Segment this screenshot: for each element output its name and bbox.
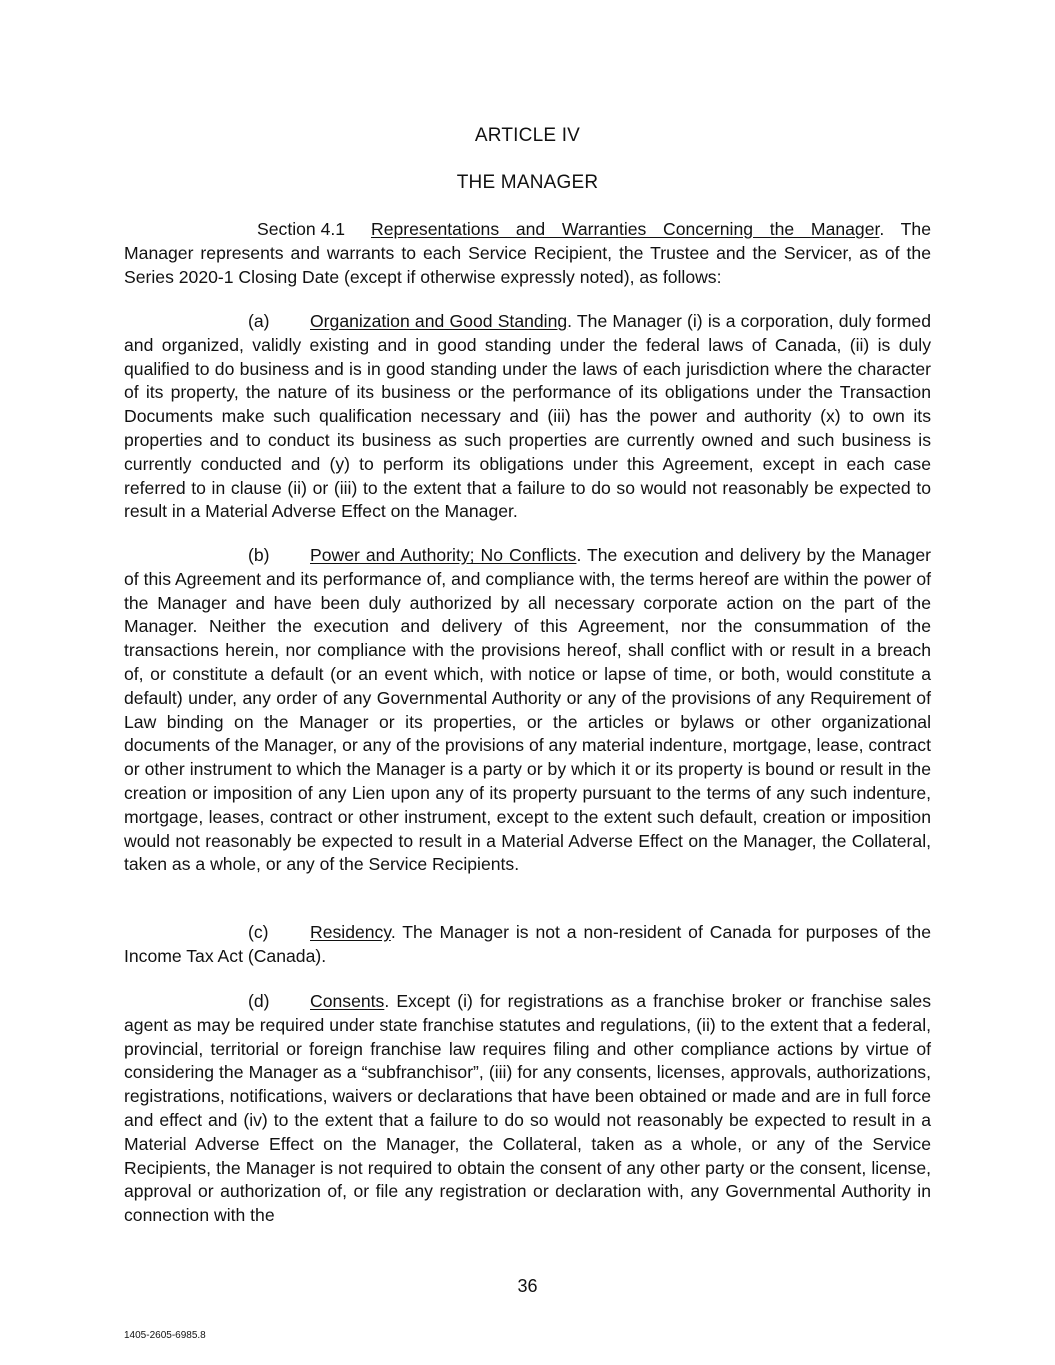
item-label: (c) (248, 922, 269, 942)
item-label: (a) (248, 311, 270, 331)
item-text: . The Manager (i) is a corporation, duly formed and organized, validly existing and in good standing under the federal laws of Canada, (ii) is duly qualified to do business and is in good standing under the laws of each jurisdiction where the character of its property, the nature of its business or the performance of its obligations under the Transaction Documents make such qualification necessary and (iii) has the power and authority (x) to own its properties and to conduct its business as such properties are currently owned and such business is currently conducted and (y) to perform its obligations under this Agreement, except in each case referred to in clause (ii) or (iii) to the extent that a failure to do so would not reasonably be expected to result in a Material Adverse Effect on the Manager. (124, 311, 931, 522)
item-text: . The Manager is not a non-resident of Canada for purposes of the Income Tax Act (Canada). (124, 922, 931, 966)
article-number: ARTICLE IV (474, 125, 581, 146)
document-id: 1405-2605-6985.8 (124, 1330, 206, 1341)
section-title: Representations and Warranties Concerning the Manager (371, 219, 880, 239)
section-number: Section 4.1 (257, 219, 346, 239)
item-title: Organization and Good Standing (310, 311, 568, 331)
page-number: 36 (517, 1276, 538, 1296)
item-title: Residency (310, 922, 391, 942)
item-paragraph (124, 990, 931, 1228)
item-paragraph (124, 921, 931, 969)
item-paragraph (124, 310, 931, 524)
item-text: . The execution and delivery by the Manager of this Agreement and its performance of, and compliance with, the terms hereof are within the power of the Manager and have been duly authorized by all necessary corporate action on the part of the Manager. Neither the execution and delivery of this Agreement, nor the consummation of the transactions herein, nor compliance with the provisions hereof, shall conflict with or result in a breach of, or constitute a default (or an event which, with notice or lapse of time, or both, would constitute a default) under, any order of any Governmental Authority or any of the provisions of any Requirement of Law binding on the Manager or its properties, or the articles or bylaws or other organizational documents of the Manager, or any of the provisions of any material indenture, mortgage, lease, contract or other instrument to which the Manager is a party or by which it or its property is bound or result in the creation or imposition of any Lien upon any of its property pursuant to the terms of any such indenture, mortgage, leases, contract or other instrument, except to the extent such default, creation or imposition would not reasonably be expected to result in a Material Adverse Effect on the Manager, the Collateral, taken as a whole, or any of the Service Recipients. (124, 545, 931, 875)
item-text: . Except (i) for registrations as a franchise broker or franchise sales agent as may be required under state franchise statutes and regulations, (ii) to the extent that a federal, provincial, territorial or foreign franchise law requires filing and other compliance actions by virtue of considering the Manager as a “subfranchisor”, (iii) for any consents, licenses, approvals, authorizations, registrations, notifications, waivers or declarations that have been obtained or made and are in full force and effect and (iv) to the extent that a failure to do so would not reasonably be expected to result in a Material Adverse Effect on the Manager, the Collateral, taken as a whole, or any of the Service Recipients, the Manager is not required to obtain the consent of any other party or the consent, license, approval or authorization of, or file any registration or declaration with, any Governmental Authority in connection with the (124, 991, 931, 1226)
item-paragraph (124, 544, 931, 877)
section-paragraph (124, 218, 931, 289)
item-title: Consents (310, 991, 385, 1011)
item-title: Power and Authority; No Conflicts (310, 545, 577, 565)
item-label: (b) (248, 545, 270, 565)
item-label: (d) (248, 991, 270, 1011)
section-intro: . The Manager represents and warrants to each Service Recipient, the Trustee and the Servicer, as of the Series 2020-1 Closing Date (except if otherwise expressly noted), as follows: (124, 219, 931, 287)
article-title: THE MANAGER (456, 172, 599, 193)
